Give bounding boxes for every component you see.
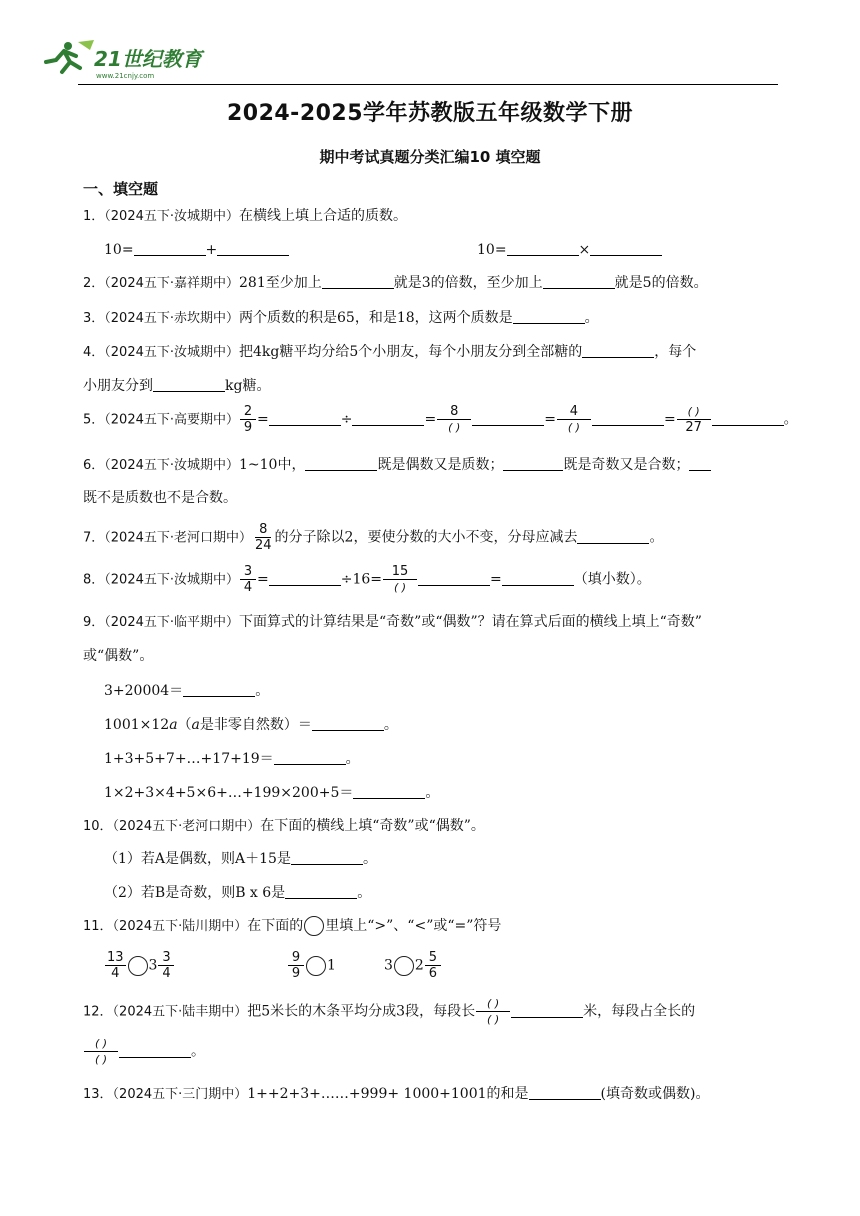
answer-blank[interactable] <box>689 456 711 471</box>
question-9-expr-1: 3+20004＝ 。 <box>104 683 270 699</box>
answer-blank[interactable] <box>312 716 384 731</box>
question-13: 13．（2024五下·三门期中）1++2+3+……+999+ 1000+1001的和是 (填奇数或偶数)。 <box>83 1086 710 1102</box>
question-4: 4．（2024五下·汝城期中）把4kg糖平均分给5个小朋友，每个小朋友分到全部糖的 ，每个 <box>83 344 697 360</box>
section-heading: 一、填空题 <box>83 180 159 198</box>
fraction: $\frac{3}{4}$ <box>158 950 174 981</box>
answer-blank[interactable] <box>590 241 662 256</box>
answer-blank[interactable] <box>291 850 363 865</box>
answer-blank[interactable] <box>513 309 585 324</box>
logo-brand: 21世纪教育 <box>94 47 202 71</box>
answer-blank[interactable] <box>353 784 425 799</box>
question-11-compare-b: $\frac{9}{9}$ 1 <box>287 950 336 981</box>
question-10-part-2: （2）若B是奇数，则B x 6是 。 <box>104 885 372 901</box>
question-1-product: 10= × <box>477 240 662 260</box>
question-8: 8．（2024五下·汝城期中） $\frac{3}{4}$ = ÷16= $\frac{15}{( )}$ = （填小数）。 <box>83 564 651 595</box>
question-10-part-1: （1）若A是偶数，则A＋15是 。 <box>104 851 377 867</box>
fraction: $\frac{8}{24}$ <box>255 522 272 553</box>
question-5: 5．（2024五下·高要期中） $\frac{2}{9}$ = ÷ = $\frac{8}{( )}$ = $\frac{4}{( )}$ = $\frac{( )}{27}$ 。 <box>83 404 798 435</box>
answer-blank[interactable] <box>503 456 563 471</box>
question-6: 6．（2024五下·汝城期中）1~10中， 既是偶数又是质数； 既是奇数又是合数； <box>83 455 711 476</box>
answer-blank[interactable] <box>322 274 394 289</box>
fraction: $\frac{5}{6}$ <box>425 950 441 981</box>
fraction[interactable]: $\frac{8}{( )}$ <box>437 404 471 435</box>
runner-icon <box>46 40 94 72</box>
site-logo <box>42 38 212 82</box>
fraction: $\frac{13}{4}$ <box>107 950 124 981</box>
logo-url: www.21cnjy.com <box>96 72 155 80</box>
answer-blank[interactable] <box>543 274 615 289</box>
answer-blank[interactable] <box>274 750 346 765</box>
answer-blank[interactable] <box>418 571 490 586</box>
answer-blank[interactable] <box>592 411 664 426</box>
question-9: 9．（2024五下·临平期中）下面算式的计算结果是“奇数”或“偶数”？请在算式后面的横线上填上“奇数” <box>83 614 702 630</box>
question-11-compare-a: $\frac{13}{4}$ 3 $\frac{3}{4}$ <box>104 950 175 981</box>
fraction: $\frac{9}{9}$ <box>288 950 304 981</box>
question-7: 7．（2024五下·老河口期中） $\frac{8}{24}$ 的分子除以2，要使分数的大小不变，分母应减去 。 <box>83 522 664 553</box>
question-2: 2．（2024五下·嘉祥期中）281至少加上 就是3的倍数，至少加上 就是5的倍数。 <box>83 275 708 291</box>
fraction[interactable]: $\frac{( )}{( )}$ <box>476 996 510 1027</box>
page-subtitle: 期中考试真题分类汇编10 填空题 <box>319 148 541 166</box>
answer-blank[interactable] <box>153 377 225 392</box>
page-title: 2024-2025学年苏教版五年级数学下册 <box>226 101 634 126</box>
question-9-expr-3: 1+3+5+7+…+17+19＝ 。 <box>104 751 360 767</box>
question-12: 12．（2024五下·陆丰期中）把5米长的木条平均分成3段，每段长 $\frac{( )}{( )}$ 米，每段占全长的 <box>83 997 696 1026</box>
answer-blank[interactable] <box>183 682 255 697</box>
compare-circle[interactable] <box>128 956 148 976</box>
question-9-expr-4: 1×2+3×4+5×6+…+199×200+5＝ 。 <box>104 785 440 801</box>
question-1: 1．（2024五下·汝城期中）在横线上填上合适的质数。 <box>83 208 407 224</box>
answer-blank[interactable] <box>269 571 341 586</box>
answer-blank[interactable] <box>134 241 206 256</box>
fraction[interactable]: $\frac{4}{( )}$ <box>557 404 591 435</box>
answer-blank[interactable] <box>217 241 289 256</box>
answer-blank[interactable] <box>269 411 341 426</box>
answer-blank[interactable] <box>511 1003 583 1018</box>
answer-blank[interactable] <box>472 411 544 426</box>
fraction[interactable]: $\frac{( )}{27}$ <box>677 404 711 435</box>
question-11: 11．（2024五下·陆川期中）在下面的 里填上“>”、“<”或“=”符号 <box>83 918 502 934</box>
answer-blank[interactable] <box>305 456 377 471</box>
fraction[interactable]: $\frac{( )}{( )}$ <box>84 1036 118 1067</box>
fraction[interactable]: $\frac{15}{( )}$ <box>383 564 417 595</box>
header-divider <box>78 84 778 85</box>
question-9-expr-2: 1001×12a（a是非零自然数）＝ 。 <box>104 717 398 733</box>
question-6-cont: 既不是质数也不是合数。 <box>83 490 237 506</box>
answer-blank[interactable] <box>507 241 579 256</box>
question-10: 10．（2024五下·老河口期中）在下面的横线上填“奇数”或“偶数”。 <box>83 818 485 834</box>
answer-blank[interactable] <box>502 571 574 586</box>
compare-circle[interactable] <box>306 956 326 976</box>
fraction: $\frac{3}{4}$ <box>240 564 256 595</box>
question-9-cont: 或“偶数”。 <box>83 648 154 664</box>
answer-blank[interactable] <box>352 411 424 426</box>
question-4-cont: 小朋友分到 kg糖。 <box>83 378 271 394</box>
answer-blank[interactable] <box>119 1043 191 1058</box>
answer-blank[interactable] <box>285 884 357 899</box>
answer-blank[interactable] <box>529 1085 601 1100</box>
question-1-sum: 10= + <box>104 240 289 260</box>
fraction: $\frac{2}{9}$ <box>240 404 256 435</box>
question-3: 3．（2024五下·赤坎期中）两个质数的积是65，和是18，这两个质数是 。 <box>83 310 599 326</box>
compare-circle[interactable] <box>394 956 414 976</box>
answer-blank[interactable] <box>577 529 649 544</box>
question-12-cont: $\frac{( )}{( )}$ 。 <box>83 1036 205 1067</box>
answer-blank[interactable] <box>712 411 784 426</box>
question-11-compare-c: 3 2 $\frac{5}{6}$ <box>384 950 442 981</box>
answer-blank[interactable] <box>582 343 654 358</box>
circle-icon <box>304 916 324 936</box>
